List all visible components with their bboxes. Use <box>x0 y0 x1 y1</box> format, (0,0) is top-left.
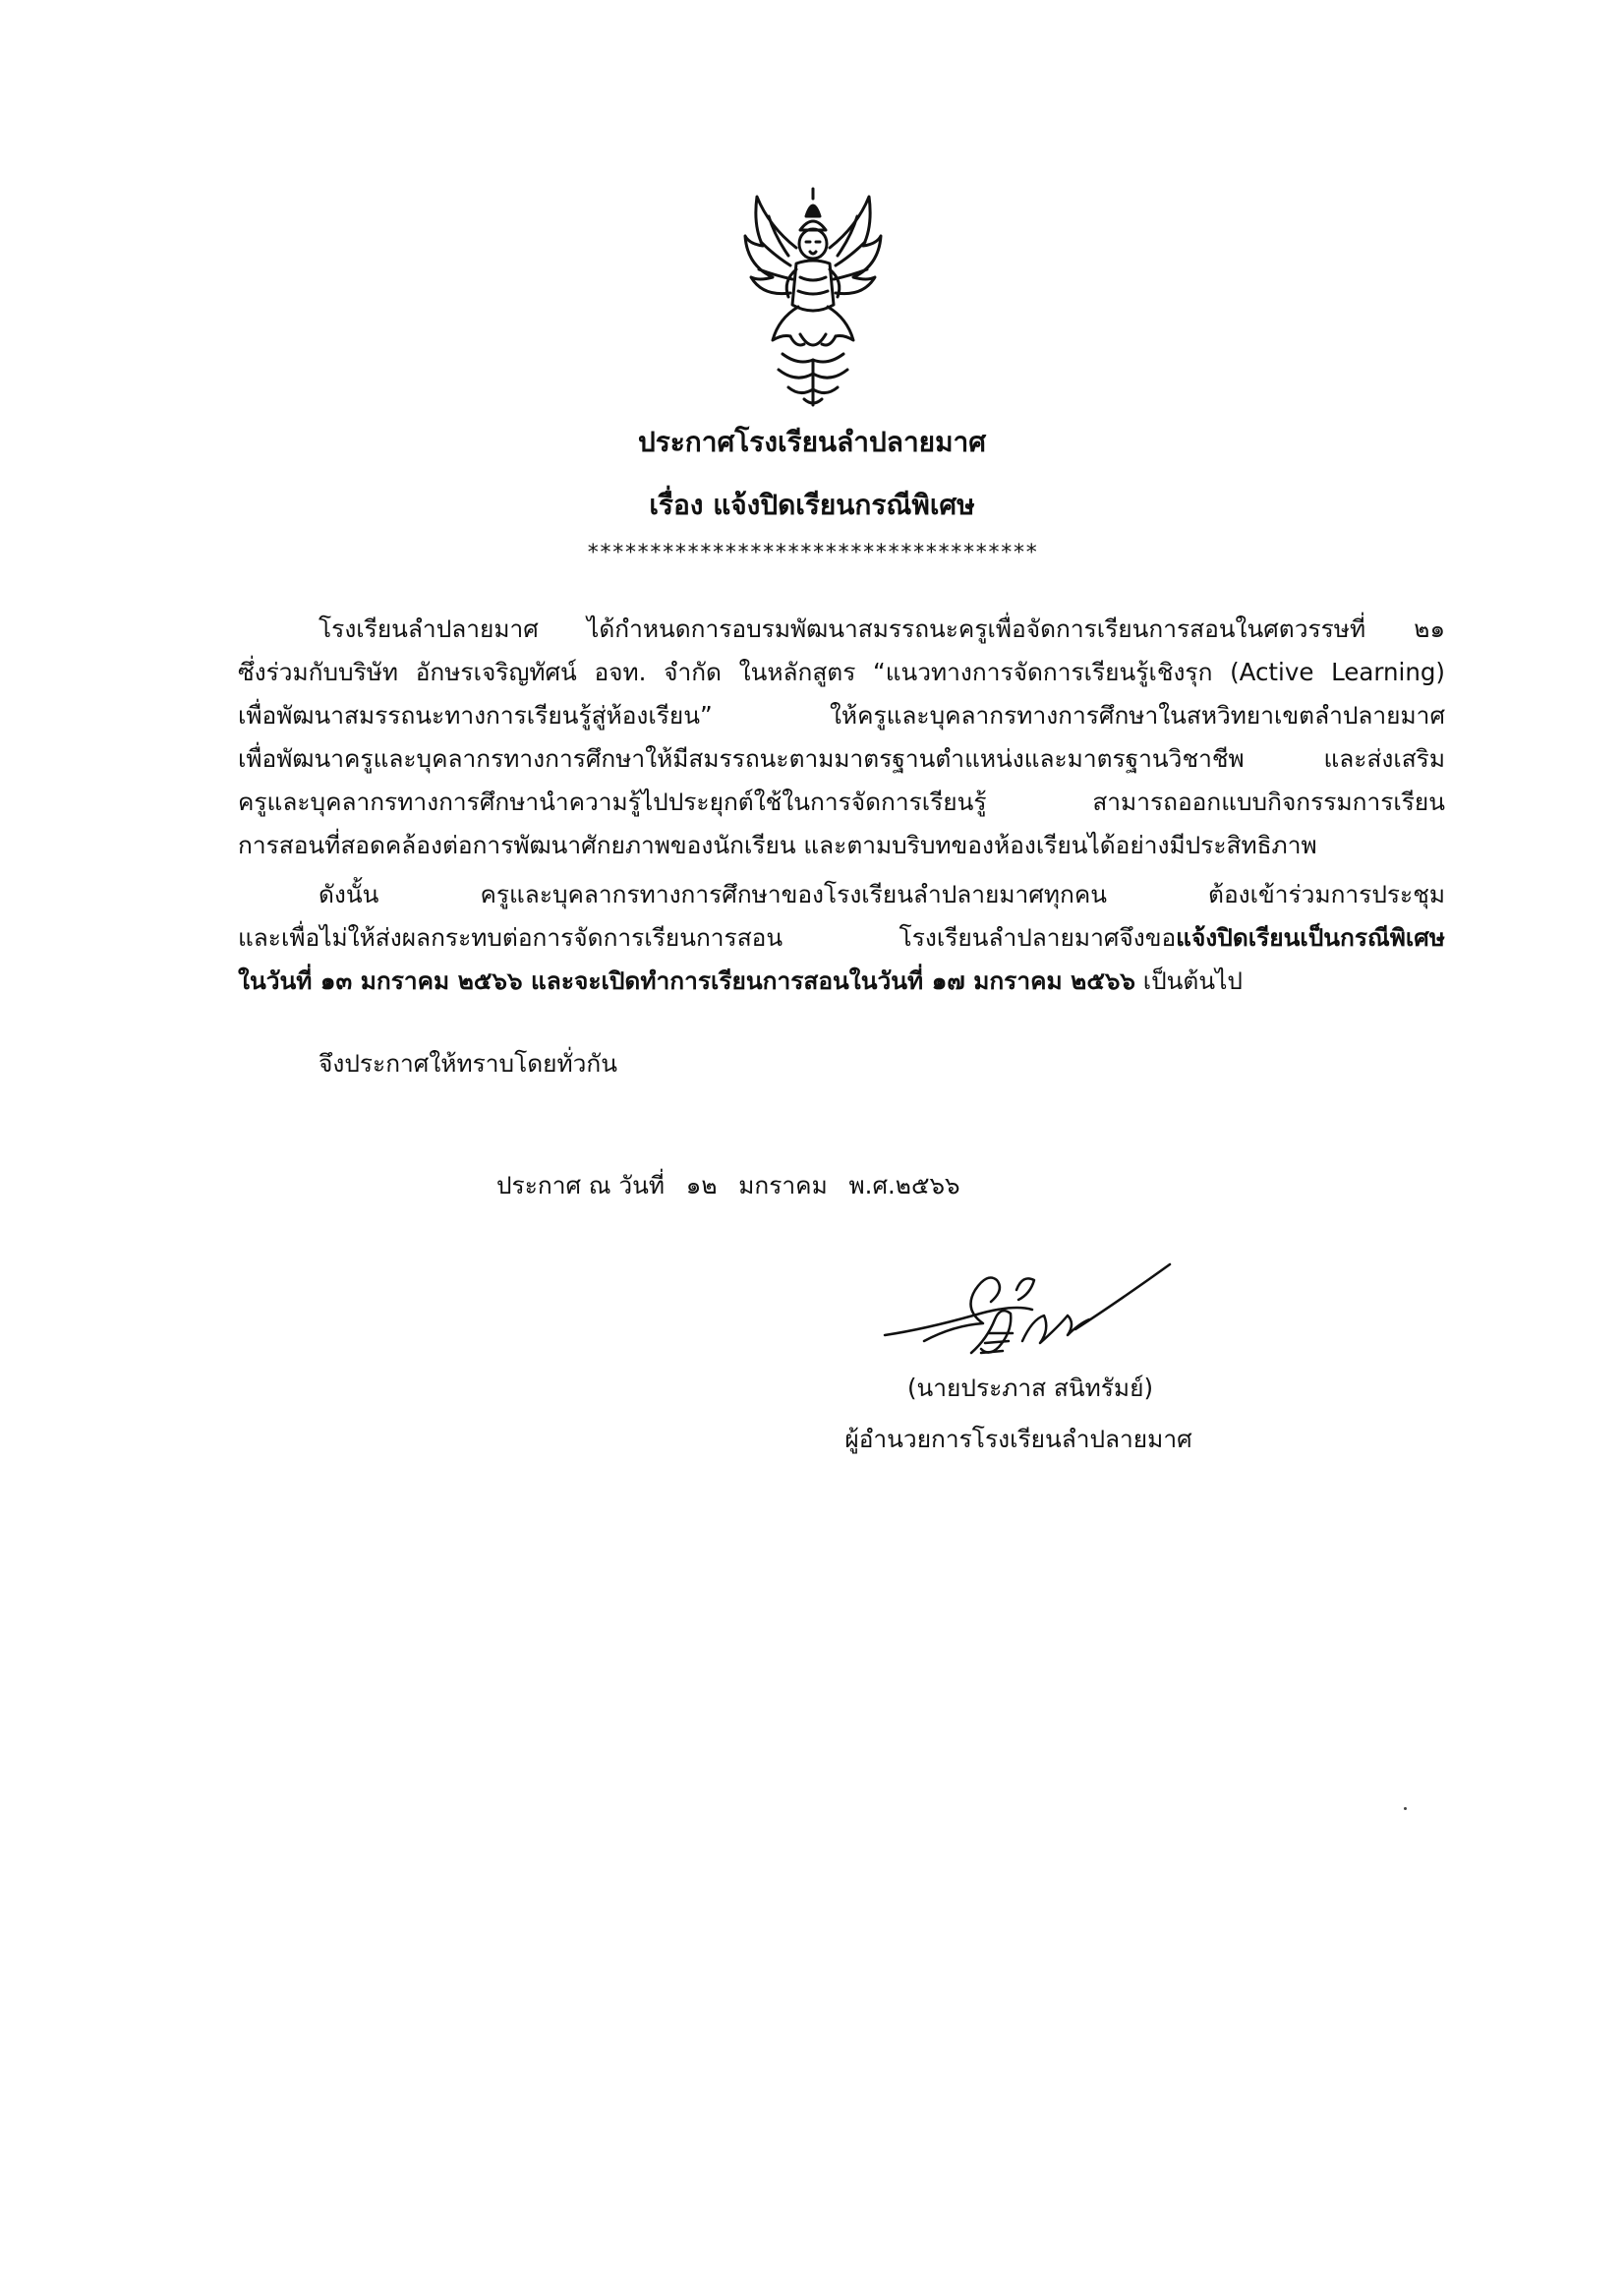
signature-icon <box>865 1251 1199 1388</box>
date-month: มกราคม <box>738 1171 828 1199</box>
announcement-title: ประกาศโรงเรียนลำปลายมาศ <box>637 426 987 458</box>
paragraph-2 <box>238 873 1445 1003</box>
garuda-emblem-icon <box>739 187 887 408</box>
paragraph-line: เพื่อพัฒนาครูและบุคลากรทางการศึกษาให้มีสมรรถนะตามมาตรฐานตำแหน่งและมาตรฐานวิชาชีพ และส่งเสริม <box>238 744 1445 773</box>
signer-position: ผู้อำนวยการโรงเรียนลำปลายมาศ <box>844 1425 1192 1453</box>
closing-statement: จึงประกาศให้ทราบโดยทั่วกัน <box>319 1049 617 1078</box>
paragraph-text: เป็นต้นไป <box>1134 966 1243 995</box>
announcement-subject: เรื่อง แจ้งปิดเรียนกรณีพิเศษ <box>649 489 975 521</box>
paragraph-1 <box>238 608 1445 867</box>
paragraph-line: โรงเรียนลำปลายมาศ ได้กำหนดการอบรมพัฒนาสมรรถนะครูเพื่อจัดการเรียนการสอนในศตวรรษที่ ๒๑ <box>319 614 1445 643</box>
closure-highlight: แจ้งปิดเรียนเป็นกรณีพิเศษ <box>1176 923 1445 952</box>
divider-line: ************************************ <box>586 541 1038 565</box>
date-year: พ.ศ.๒๕๖๖ <box>848 1171 960 1199</box>
date-day: ๑๒ <box>685 1171 718 1199</box>
paragraph-line <box>238 960 1445 1003</box>
paragraph-line: การสอนที่สอดคล้องต่อการพัฒนาศักยภาพของนักเรียน และตามบริบทของห้องเรียนได้อย่างมีประสิทธิภาพ <box>238 831 1317 859</box>
date-prefix: ประกาศ ณ วันที่ <box>496 1171 665 1199</box>
paragraph-line <box>238 916 1445 960</box>
paragraph-line: ดังนั้น ครูและบุคลากรทางการศึกษาของโรงเรียนลำปลายมาศทุกคน ต้องเข้าร่วมการประชุม <box>319 880 1445 908</box>
signer-name: (นายประภาส สนิทรัมย์) <box>906 1374 1153 1402</box>
scan-dot <box>1404 1807 1407 1810</box>
announcement-date <box>496 1166 974 1204</box>
paragraph-line: เพื่อพัฒนาสมรรถนะทางการเรียนรู้สู่ห้องเรียน” ให้ครูและบุคลากรทางการศึกษาในสหวิทยาเขตลำปลายมาศ <box>238 701 1445 730</box>
closure-dates: ในวันที่ ๑๓ มกราคม ๒๕๖๖ และจะเปิดทำการเรียนการสอนในวันที่ ๑๗ มกราคม ๒๕๖๖ <box>238 966 1135 995</box>
paragraph-line: ซึ่งร่วมกับบริษัท อักษรเจริญทัศน์ อจท. จำกัด ในหลักสูตร “แนวทางการจัดการเรียนรู้เชิงรุก (Active Learning) <box>238 658 1445 686</box>
paragraph-line: ครูและบุคลากรทางการศึกษานำความรู้ไปประยุกต์ใช้ในการจัดการเรียนรู้ สามารถออกแบบกิจกรรมการเรียน <box>238 788 1445 816</box>
paragraph-text: และเพื่อไม่ให้ส่งผลกระทบต่อการจัดการเรียนการสอน โรงเรียนลำปลายมาศจึงขอ <box>238 923 1177 952</box>
